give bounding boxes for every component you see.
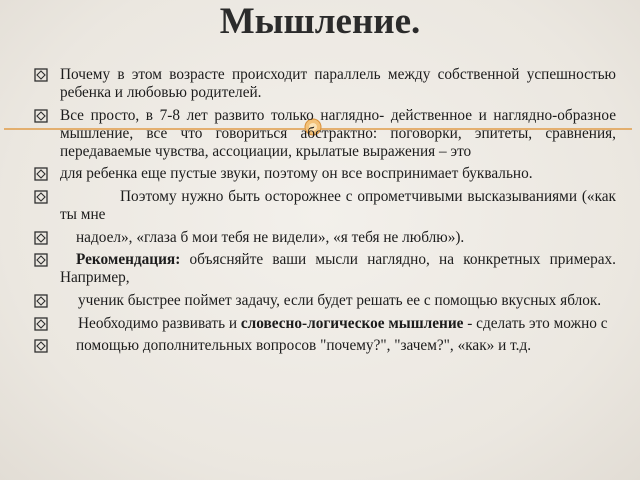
checkbox-diamond-icon [34, 339, 48, 353]
bullet-text: Все просто, в 7-8 лет развито только наглядно- действенное и наглядно-образное мышление, все что говориться абстрактно: поговорки, эпитеты, сравнения, передаваемые чувства, ассоциации, крылатые выражения – это [60, 106, 616, 160]
bullet-item [0, 165, 640, 183]
bullet-item [0, 315, 640, 333]
bullet-item [0, 229, 640, 247]
bullet-text: ученик быстрее поймет задачу, если будет решать ее с помощью вкусных яблок. [78, 292, 602, 310]
checkbox-diamond-icon [34, 231, 48, 245]
bullet-item [0, 188, 640, 224]
checkbox-diamond-icon [34, 109, 48, 123]
bullet-text: помощью дополнительных вопросов "почему?", "зачем?", «как» и т.д. [76, 337, 532, 355]
bullet-item [0, 66, 640, 102]
slide-title: Мышление. [219, 1, 421, 42]
checkbox-diamond-icon [34, 317, 48, 331]
checkbox-diamond-icon [34, 190, 48, 204]
bullet-item [0, 337, 640, 355]
bullet-text: для ребенка еще пустые звуки, поэтому он все воспринимает буквально. [60, 165, 533, 183]
bullet-item [0, 107, 640, 161]
bullet-text: Необходимо развивать и [78, 314, 241, 332]
bullet-text: надоел», «глаза б мои тебя не видели», «я тебя не люблю»). [76, 228, 465, 246]
bullet-text: Поэтому нужно быть осторожнее с опрометчивыми высказываниями («как ты мне [60, 188, 616, 224]
recommendation-label: Рекомендация: [76, 251, 181, 269]
checkbox-diamond-icon [34, 167, 48, 181]
bullet-text: - сделать это можно с [463, 314, 608, 332]
bullet-item [0, 251, 640, 287]
checkbox-diamond-icon [34, 253, 48, 267]
checkbox-diamond-icon [34, 294, 48, 308]
bullet-list [0, 66, 640, 360]
bullet-text: объясняйте ваши мысли наглядно, на конкретных примерах. Например, [60, 251, 616, 287]
checkbox-diamond-icon [34, 68, 48, 82]
bullet-text: Почему в этом возрасте происходит параллель между собственной успешностью ребенка и любовью родителей. [60, 66, 616, 102]
bullet-item [0, 292, 640, 310]
emphasis-text: словесно-логическое мышление [240, 314, 464, 332]
